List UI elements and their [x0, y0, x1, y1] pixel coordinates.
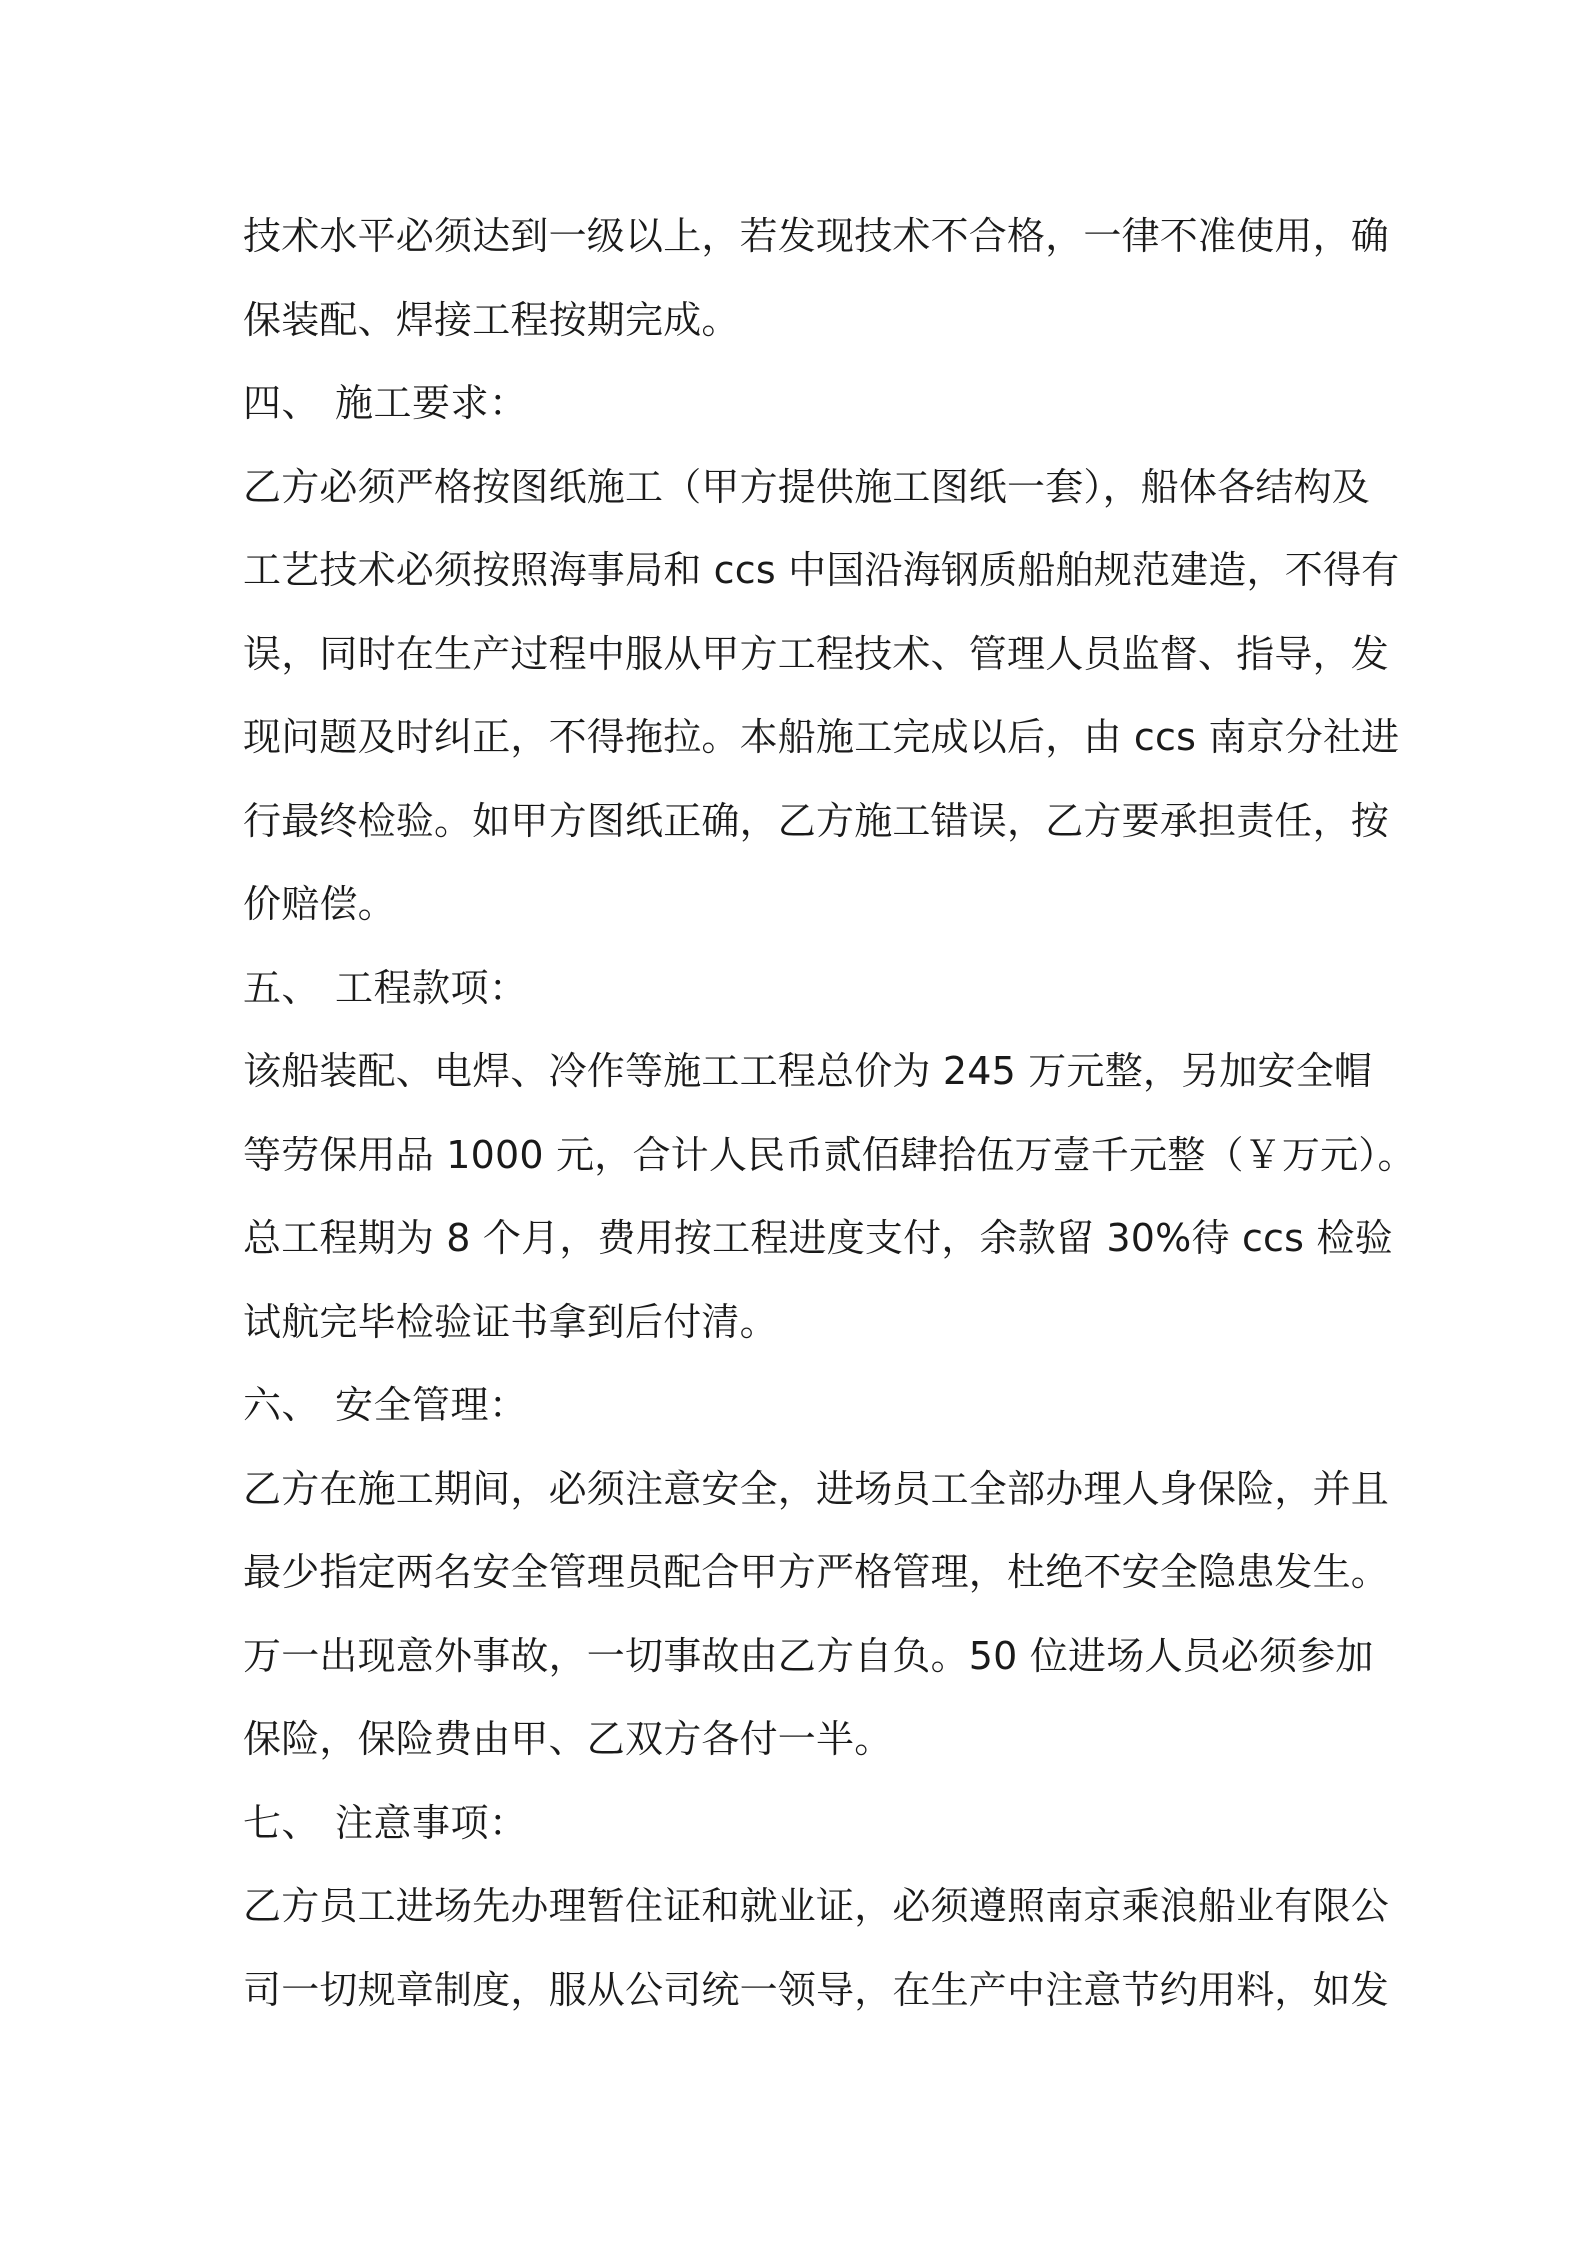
- section-number: 六、: [243, 1383, 321, 1427]
- body-line: 司一切规章制度，服从公司统一领导，在生产中注意节约用料，如发: [243, 1967, 1390, 2012]
- body-line: 该船装配、电焊、冷作等施工工程总价为 245 万元整，另加安全帽: [243, 1049, 1373, 1093]
- body-line: 保险，保险费由甲、乙双方各付一半。: [243, 1717, 893, 1761]
- section-number: 七、: [243, 1800, 321, 1845]
- body-line: 乙方必须严格按图纸施工（甲方提供施工图纸一套），船体各结构及: [243, 464, 1371, 509]
- section-title: 工程款项：: [335, 965, 528, 1010]
- body-line: 乙方在施工期间，必须注意安全，进场员工全部办理人身保险，并且: [243, 1466, 1390, 1511]
- section-heading-7: [243, 1782, 1363, 1866]
- section-title: 注意事项：: [335, 1800, 528, 1845]
- section-heading-5: [243, 947, 1363, 1031]
- body-line: 万一出现意外事故，一切事故由乙方自负。50 位进场人员必须参加: [243, 1633, 1374, 1678]
- body-line: 误，同时在生产过程中服从甲方工程技术、管理人员监督、指导，发: [243, 631, 1390, 676]
- section-heading-6: [243, 1364, 1363, 1448]
- body-line: 乙方员工进场先办理暂住证和就业证，必须遵照南京乘浪船业有限公: [243, 1884, 1390, 1928]
- body-line: 行最终检验。如甲方图纸正确，乙方施工错误，乙方要承担责任，按: [243, 798, 1390, 843]
- document-body: [243, 195, 1416, 2032]
- body-line: 价赔偿。: [243, 882, 396, 926]
- body-line: 保装配、焊接工程按期完成。: [243, 297, 740, 342]
- section-title: 施工要求：: [335, 381, 528, 425]
- body-line: 等劳保用品 1000 元，合计人民币贰佰肆拾伍万壹千元整（￥万元）。: [243, 1132, 1416, 1177]
- body-line: 现问题及时纠正，不得拖拉。本船施工完成以后，由 ccs 南京分社进: [243, 715, 1400, 759]
- body-line: 技术水平必须达到一级以上，若发现技术不合格，一律不准使用，确: [243, 214, 1390, 258]
- body-line: 工艺技术必须按照海事局和 ccs 中国沿海钢质船舶规范建造，不得有: [243, 548, 1400, 592]
- body-line: 试航完毕检验证书拿到后付清。: [243, 1299, 778, 1344]
- section-heading-4: [243, 362, 1363, 446]
- body-line: 最少指定两名安全管理员配合甲方严格管理，杜绝不安全隐患发生。: [243, 1550, 1390, 1594]
- section-title: 安全管理：: [335, 1383, 528, 1427]
- body-line: 总工程期为 8 个月，费用按工程进度支付，余款留 30%待 ccs 检验: [243, 1216, 1393, 1260]
- section-number: 五、: [243, 965, 321, 1010]
- section-number: 四、: [243, 381, 321, 425]
